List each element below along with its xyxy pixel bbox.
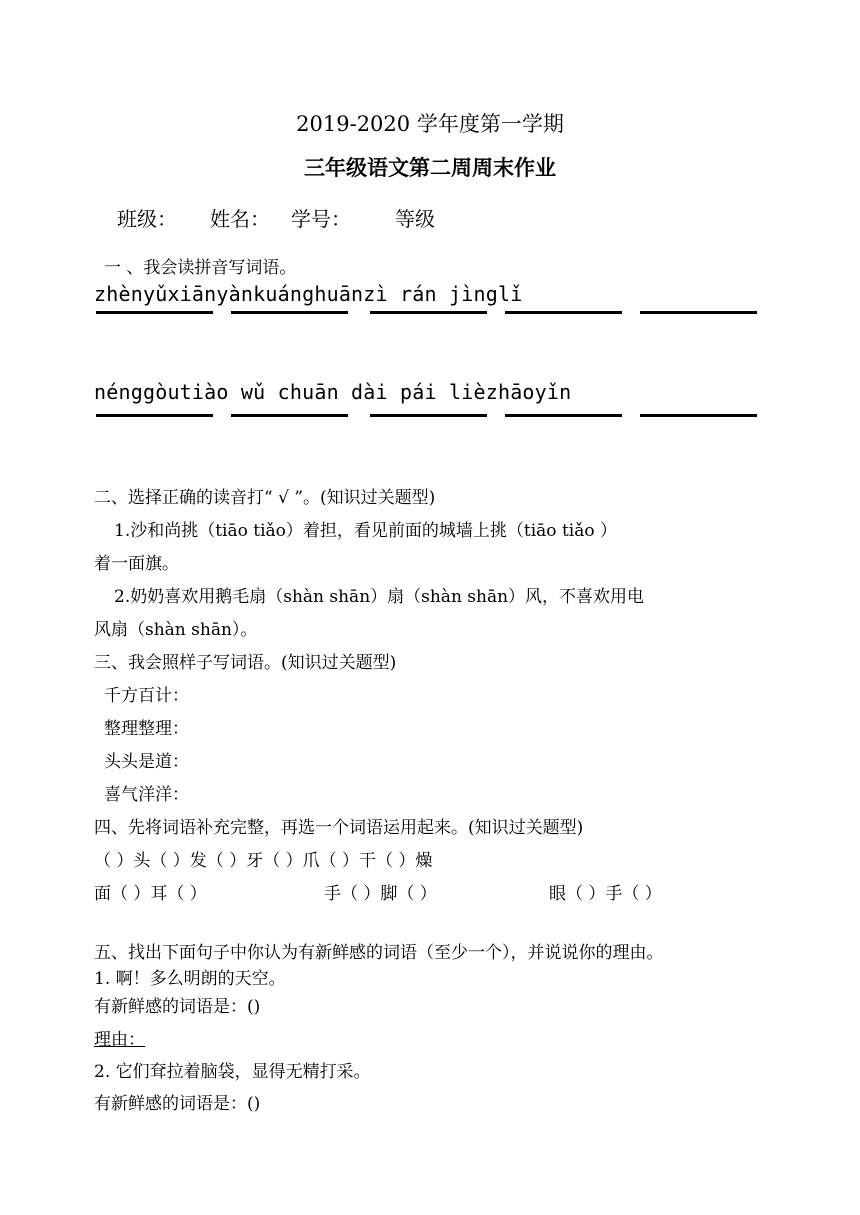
grade-label: 等级	[395, 207, 435, 231]
answer-blank[interactable]	[370, 414, 487, 417]
idiom-item: 喜气洋洋：	[104, 785, 189, 805]
answer-blank[interactable]	[231, 311, 348, 314]
answer-blank[interactable]	[505, 414, 622, 417]
fill-row-2a: 面（ ）耳（ ）	[94, 884, 207, 904]
class-label: 班级：	[117, 207, 177, 231]
answer-blank[interactable]	[370, 311, 487, 314]
name-label: 姓名：	[210, 207, 270, 231]
reason-label: 理由：	[94, 1030, 145, 1050]
page-title: 三年级语文第二周周末作业	[304, 155, 556, 180]
question-2-1-line2: 着一面旗。	[94, 554, 179, 574]
fill-row-2c: 眼（ ）手（ ）	[549, 884, 662, 904]
fill-row-2b: 手（ ）脚（ ）	[324, 884, 437, 904]
answer-blank[interactable]	[231, 414, 348, 417]
answer-blank[interactable]	[505, 311, 622, 314]
school-year: 2019-2020 学年度第一学期	[296, 112, 564, 136]
pinyin-row-2: nénggòutiào wǔ chuān dài pái lièzhāoyǐn	[94, 380, 572, 404]
answer-blank[interactable]	[640, 414, 757, 417]
student-id-label: 学号：	[291, 207, 351, 231]
sentence-2: 2. 它们耷拉着脑袋，显得无精打采。	[94, 1062, 371, 1082]
section5-heading: 五、找出下面句子中你认为有新鲜感的词语（至少一个），并说说你的理由。	[94, 943, 664, 963]
answer-blank[interactable]	[96, 311, 213, 314]
pinyin-row-1: zhènyǔxiānyànkuánghuānzì rán jìnglǐ	[94, 282, 523, 306]
sentence-1: 1. 啊！多么明朗的天空。	[94, 969, 286, 989]
fresh-word-1: 有新鲜感的词语是：()	[94, 997, 261, 1017]
idiom-item: 整理整理：	[104, 719, 189, 739]
question-2-2-line2: 风扇（shàn shān）。	[94, 620, 258, 640]
section2-heading: 二、选择正确的读音打“ √ ”。(知识过关题型)	[94, 488, 436, 508]
idiom-item: 头头是道：	[104, 752, 189, 772]
section4-heading: 四、先将词语补充完整，再选一个词语运用起来。(知识过关题型)	[94, 818, 584, 838]
fresh-word-2: 有新鲜感的词语是：()	[94, 1094, 261, 1114]
fill-row-1: （ ）头（ ）发（ ）牙（ ）爪（ ）干（ ）燥	[94, 851, 433, 871]
question-2-1-line1: 1.沙和尚挑（tiāo tiǎo）着担，看见前面的城墙上挑（tiāo tiǎo ）	[114, 521, 617, 541]
answer-blank[interactable]	[640, 311, 757, 314]
idiom-item: 千方百计：	[104, 686, 189, 706]
question-2-2-line1: 2.奶奶喜欢用鹅毛扇（shàn shān）扇（shàn shān）风，不喜欢用电	[114, 587, 645, 607]
answer-blank[interactable]	[96, 414, 213, 417]
section1-heading: 一 、我会读拼音写词语。	[104, 258, 297, 278]
section3-heading: 三、我会照样子写词语。(知识过关题型)	[94, 653, 397, 673]
